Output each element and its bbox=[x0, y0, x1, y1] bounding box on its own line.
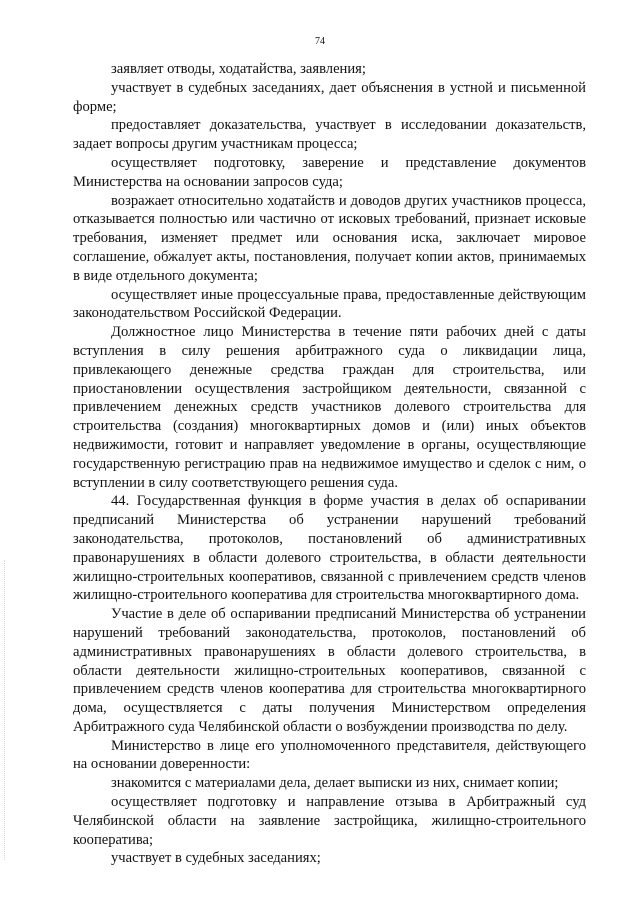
paragraph: участвует в судебных заседаниях, дает объяснения в устной и письменной форме; bbox=[73, 79, 586, 115]
paragraph: заявляет отводы, ходатайства, заявления; bbox=[111, 61, 366, 77]
scan-edge-artifact bbox=[4, 560, 7, 860]
paragraph: знакомится с материалами дела, делает выписки из них, снимает копии; bbox=[111, 775, 559, 792]
paragraph: Министерство в лице его уполномоченного представителя, действующего на основании доверенности: bbox=[73, 737, 586, 773]
paragraph: осуществляет подготовку и направление отзыва в Арбитражный суд Челябинской области на заявление застройщика, жилищно-строительного кооператива; bbox=[73, 794, 586, 848]
paragraph: Должностное лицо Министерства в течение пяти рабочих дней с даты вступления в силу решения арбитражного суда о ликвидации лица, привлекающего денежные средства граждан для строительства, или приостановлении осуществления застройщиком деятельности, связанной с привлечением денежных средств участников долевого строительства для строительства (создания) многоквартирных домов и (или) иных объектов недвижимости, готовит и направляет уведомление в органы, осуществляющие государственную регистрацию прав на недвижимое имущество и сделок с ним, о вступлении в силу соответствующего решения суда. bbox=[73, 324, 586, 491]
page-number: 74 bbox=[315, 36, 325, 47]
paragraph: участвует в судебных заседаниях; bbox=[111, 850, 321, 867]
paragraph: предоставляет доказательства, участвует в исследовании доказательств, задает вопросы другим участникам процесса; bbox=[73, 117, 586, 153]
document-body bbox=[73, 60, 586, 868]
paragraph: возражает относительно ходатайств и доводов других участников процесса, отказывается полностью или частично от исковых требований, признает исковые требования, изменяет предмет или основания иска, заключает мировое соглашение, обжалует акты, постановления, получает копии актов, принимаемых в виде отдельного документа; bbox=[73, 192, 586, 284]
paragraph: осуществляет подготовку, заверение и представление документов Министерства на основании запросов суда; bbox=[73, 154, 586, 190]
paragraph: осуществляет иные процессуальные права, предоставленные действующим законодательством Российской Федерации. bbox=[73, 286, 586, 322]
paragraph: Участие в деле об оспаривании предписаний Министерства об устранении нарушений требований законодательства, протоколов, постановлений об административных правонарушениях в области долевого строительства, в области деятельности жилищно-строительных кооперативов, связанной с привлечением средств членов кооператива для строительства многоквартирного дома, осуществляется с даты получения Министерством определения Арбитражного суда Челябинской области о возбуждении производства по делу. bbox=[73, 606, 586, 735]
paragraph: 44. Государственная функция в форме участия в делах об оспаривании предписаний Министерства об устранении нарушений требований законодательства, протоколов, постановлений об административных правонарушениях в области долевого строительства, в области деятельности жилищно-строительных кооперативов, связанной с привлечением средств членов жилищно-строительного кооператива для строительства многоквартирного дома. bbox=[73, 493, 586, 604]
